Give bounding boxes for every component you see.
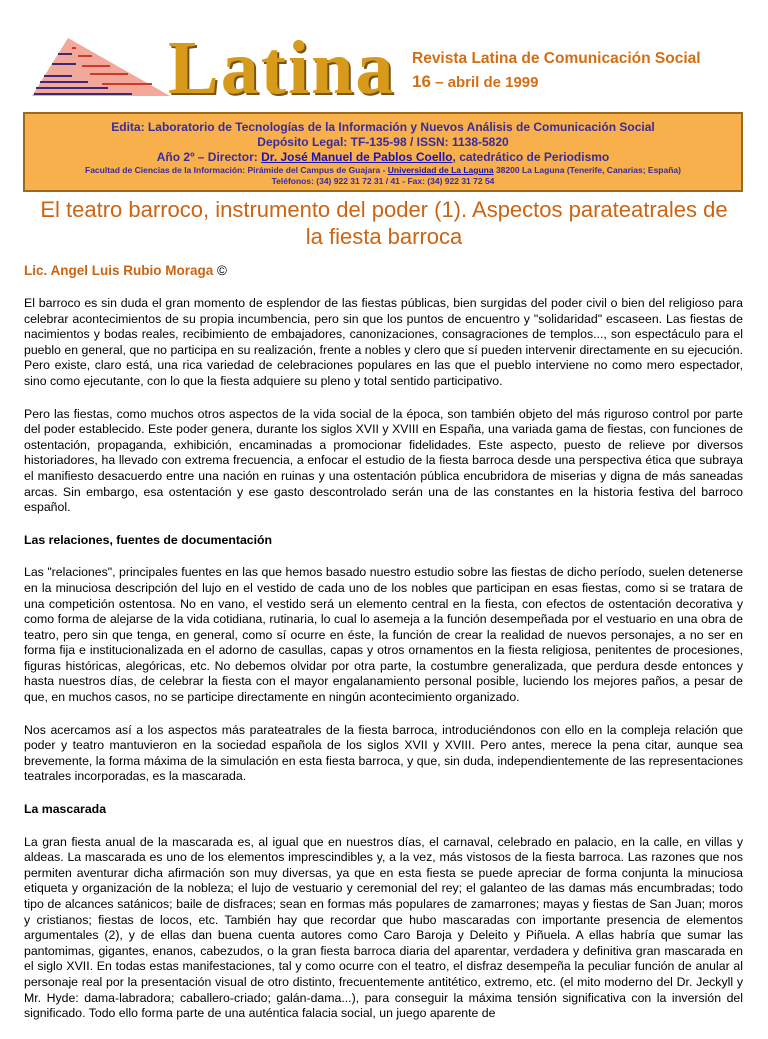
paragraph: El barroco es sin duda el gran momento de esplendor de las fiestas públicas, bien surgidas del poder civil o bien del religioso para celebrar acontecimientos de su propia incumbencia, pero sin que los puntos de encuentro y "solidaridad" escaseen. Las fiestas de nacimientos y bodas reales, recibimiento de embajadores, canonizaciones, consagraciones de templos..., son espectáculo para el pueblo en general, que no participa en su realización, frente a nobles y clero que sí pueden intervenir directamente en su ejecución. Pero existe, claro está, una rica variedad de celebraciones populares en las que el pueblo interviene no como mero espectador, sino como ejecutante, con lo que la fiesta adquiere su pleno y total sentido participativo. [24,296,743,388]
author-line [24,263,227,278]
director-suffix: , catedrático de Periodismo [452,150,610,164]
magazine-title: Revista Latina de Comunicación Social [412,50,701,67]
issue-number: 16 [412,72,431,91]
university-link[interactable]: Universidad de La Laguna [387,165,494,175]
director-line [25,150,741,165]
issue-line [412,72,539,92]
masthead [0,0,768,112]
article-title: El teatro barroco, instrumento del poder (1). Aspectos parateatrales de la fiesta barroca [40,197,728,249]
legal-deposit-line: Depósito Legal: TF-135-98 / ISSN: 1138-5820 [257,135,509,149]
article-body [24,296,743,1039]
copyright-symbol: © [213,263,227,278]
paragraph: Nos acercamos así a los aspectos más parateatrales de la fiesta barroca, introduciéndonos con ello en la compleja relación que poder y teatro mantuvieron en la sociedad española de los siglos XVII y XVIII. Pero antes, merece la pena citar, aunque sea brevemente, la forma máxima de la simulación en esta fiesta barroca, y que, sin duda, independientemente de las representaciones teatrales incorporadas, es la mascarada. [24,722,743,784]
issue-date: – abril de 1999 [430,74,539,91]
faculty-suffix: 38200 La Laguna (Tenerife, Canarias; España) [493,165,681,175]
faculty-line [25,165,741,176]
author-name: Lic. Angel Luis Rubio Moraga [24,263,214,278]
pyramid-logo-icon [32,36,172,100]
director-prefix: Año 2º – Director: [156,150,262,164]
publisher-line: Edita: Laboratorio de Tecnologías de la Información y Nuevos Análisis de Comunicación Social [111,120,655,134]
publisher-info-box [23,112,743,192]
paragraph: Pero las fiestas, como muchos otros aspectos de la vida social de la época, son también objeto del más riguroso control por parte del poder establecido. Este poder genera, durante los siglos XVII y XVIII en España, una variada gama de fiestas, con funciones de ostentación, propaganda, exhibición, encaminadas a promocionar fidelidades. Este aspecto, puesto de relieve por diversos historiadores, ha llevado con extrema frecuencia, a enfocar el estudio de la fiesta barroca desde una perspectiva ética que subraya el manifiesto desacuerdo entre una nación en ruinas y una ostentación pública encubridora de miserias y digna de más saneadas arcas. Sin embargo, esa ostentación y ese gasto descontrolado serán una de las constantes en la historia festiva del barroco español. [24,406,743,515]
director-link[interactable]: Dr. José Manuel de Pablos Coello [261,150,453,164]
paragraph: Las "relaciones", principales fuentes en las que hemos basado nuestro estudio sobre las fiestas de dicho período, suelen detenerse en la minuciosa descripción del lujo en el vestido de cada uno de los nobles que participan en esas fiestas, como si se tratara de una competición ostentosa. No en vano, el vestido será un elemento central en la fiesta, con efectos de ostentación decorativa y como forma de alejarse de la vida cotidiana, rutinaria, lo cual lo asemeja a la función desempeñada por el vestuario en una obra de teatro, pero sin que tenga, en general, como sí ocurre en éste, la función de crear la realidad de nuevos personajes, a no ser en forma fija e institucionalizada en el adorno de casullas, capas y otros ornamentos en la fiesta religiosa, penitentes de procesiones, figuras históricas, alegóricas, etc. No debemos olvidar por otra parte, la costumbre generalizada, que perdura desde entonces y hasta nuestros días, de celebrar la fiesta con el mayor engalanamiento personal posible, luciendo los mejores paños, a pesar de que, en muchos casos, no se participe directamente en ningún acontecimiento organizado. [24,565,743,705]
paragraph: La gran fiesta anual de la mascarada es, al igual que en nuestros días, el carnaval, celebrado en palacio, en la calle, en villas y aldeas. La mascarada es uno de los elementos imprescindibles y, a la vez, más vistosos de la fiesta barroca. Las razones que nos permiten aventurar dicha afirmación son muy diversas, ya que en esta fiesta se puede apreciar de forma conjunta la minuciosa etiqueta y organización de la nobleza; el lujo de vestuario y ceremonial del rey; el galanteo de las damas más encumbradas; todo tipo de alcances satánicos; baile de disfraces; sean en formas más populares de zamarrones; mayas y fiestas de San Juan; moros y cristianos; fiestas de locos, etc. También hay que recordar que hubo mascaradas con importante presencia de elementos argumentales (2), y de ellas dan buena cuenta autores como Caro Baroja y Deleito y Piñuela. A ellas habría que sumar las pantomimas, gigantes, enanos, cabezudos, o la gran fiesta barroca diaria del aparentar, verdadera y definitiva gran mascarada en el siglo XVII. En todas estas manifestaciones, tal y como ocurre con el teatro, el disfraz desempeña la peculiar función de anular al personaje real por la presentación visual de otro distinto, frecuentemente antitético, extremo, etc. (el mito moderno del Dr. Jeckyll y Mr. Hyde: dama-labradora; caballero-criado; galán-dama...), para conseguir la máxima tensión significativa con la inversión del significado. Todo ello forma parte de una auténtica falacia social, un juego aparente de [24,834,743,1021]
section-heading: La mascarada [24,802,107,817]
latina-logo-wordmark: Latina [168,26,396,110]
phone-line: Teléfonos: (34) 922 31 72 31 / 41 - Fax: (34) 922 31 72 54 [271,176,495,186]
section-heading: Las relaciones, fuentes de documentación [24,532,273,547]
faculty-prefix: Facultad de Ciencias de la Información: Pirámide del Campus de Guajara - [85,165,388,175]
